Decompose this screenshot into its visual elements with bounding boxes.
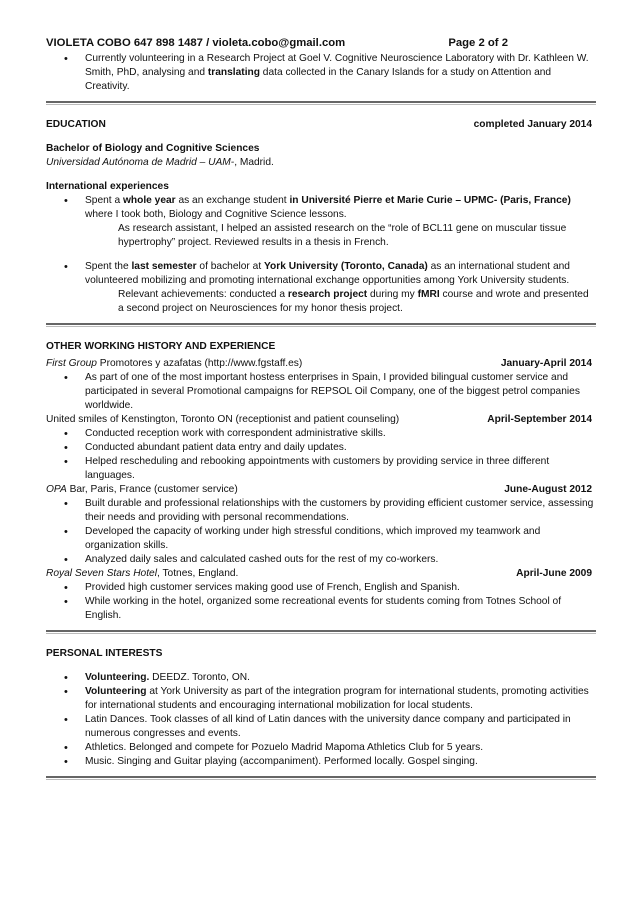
page-header: [46, 36, 596, 50]
list-item: • Built durable and professional relationships with the customers by providing efficient customer service, assessing their needs and providing with personal recommendations.: [46, 497, 596, 525]
education-header: [46, 118, 596, 132]
list-item: • Provided high customer services making good use of French, English and Spanish.: [46, 581, 596, 595]
bold-text: Volunteering.: [85, 672, 150, 683]
list-item: • Developed the capacity of working under high stressful conditions, which improved my teamwork and organization skills.: [46, 525, 596, 553]
intl-list: [46, 194, 596, 222]
employer-name: OPA: [46, 484, 67, 495]
list-item: [46, 685, 596, 713]
interest-text: Music. Singing and Guitar playing (accompaniment). Performed locally. Gospel singing.: [85, 756, 478, 767]
education-date: completed January 2014: [473, 119, 592, 130]
job-bullets: [46, 497, 596, 567]
job-bullets: [46, 427, 596, 483]
job-header: [46, 413, 596, 427]
degree: Bachelor of Biology and Cognitive Sciences: [46, 143, 260, 154]
section-divider: [46, 776, 596, 780]
employer-name: Royal Seven Stars Hotel: [46, 568, 157, 579]
list-item: [46, 755, 596, 769]
intl-experiences-title: International experiences: [46, 181, 169, 192]
list-item: • Analyzed daily sales and calculated cashed outs for the rest of my co-workers.: [46, 553, 596, 567]
job-title: [46, 567, 238, 581]
list-item: • Conducted abundant patient data entry and daily updates.: [46, 441, 596, 455]
interest-text: Latin Dances. Took classes of all kind of Latin dances with the university dance company and participated in numerous congresses and events.: [85, 714, 571, 739]
job-date: June-August 2012: [504, 484, 592, 495]
list-item: • Currently volunteering in a Research Project at Goel V. Cognitive Neuroscience Laboratory with Dr. Kathleen W. Smith, PhD, analysing and translating data collected in the Canary Islands for a study on Attention and Creativity.: [46, 52, 596, 94]
section-divider: [46, 101, 596, 105]
top-bullet-list: [46, 52, 596, 94]
section-divider: [46, 323, 596, 327]
bold-text: translating: [207, 67, 260, 78]
list-item: [46, 741, 596, 755]
job-header: [46, 567, 596, 581]
contact-line: VIOLETA COBO 647 898 1487 / violeta.cobo@gmail.com: [46, 37, 346, 49]
list-item: [46, 671, 596, 685]
interests-list: [46, 671, 596, 769]
job-title: [46, 413, 399, 427]
section-title-work: OTHER WORKING HISTORY AND EXPERIENCE: [46, 341, 276, 352]
intl-list-2: [46, 260, 596, 288]
list-item: • Spent the last semester of bachelor at York University (Toronto, Canada) as an international student and volunteered mobilizing and promoting international exchange opportunities among York University students.: [46, 260, 596, 288]
bold-text: Volunteering: [85, 686, 147, 697]
interest-text: Athletics. Belonged and compete for Pozuelo Madrid Mapoma Athletics Club for 5 years.: [85, 742, 484, 753]
job-title: [46, 357, 302, 371]
section-divider: [46, 630, 596, 634]
school: Universidad Autónoma de Madrid – UAM-, Madrid.: [46, 157, 274, 168]
section-title-education: EDUCATION: [46, 119, 106, 130]
job-detail: , Totnes, England.: [156, 568, 239, 579]
page-number: Page 2 of 2: [448, 37, 508, 49]
list-item: • Conducted reception work with correspondent administrative skills.: [46, 427, 596, 441]
job-bullets: [46, 581, 596, 623]
job-date: April-June 2009: [516, 568, 592, 579]
job-date: January-April 2014: [500, 358, 592, 369]
job-header: [46, 357, 596, 371]
job-detail: United smiles of Kenstington, Toronto ON (receptionist and patient counseling): [46, 414, 400, 425]
list-item: • As part of one of the most important hostess enterprises in Spain, I provided bilingual customer service and participated in several Promotional campaigns for REPSOL Oil Company, one of the biggest petrol companies worldwide.: [46, 371, 596, 413]
sub-paragraph: As research assistant, I helped an assisted research on the “role of BCL11 gene on muscular tissue hypertrophy” project. Reviewed results in a thesis in French.: [118, 223, 567, 248]
resume-page: [46, 36, 596, 793]
list-item: • While working in the hotel, organized some recreational events for students coming from Totnes School of English.: [46, 595, 596, 623]
interest-text: DEEDZ. Toronto, ON.: [149, 672, 250, 683]
job-detail: Bar, Paris, France (customer service): [66, 484, 238, 495]
job-date: April-September 2014: [487, 414, 592, 425]
employer-name: First Group: [46, 358, 97, 369]
sub-paragraph: Relevant achievements: conducted a research project during my fMRI course and wrote and presented a second project on Neurosciences for my honor thesis project.: [118, 289, 589, 314]
jobs-list: [46, 357, 596, 623]
section-title-interests: PERSONAL INTERESTS: [46, 648, 163, 659]
job-header: [46, 483, 596, 497]
interest-text: at York University as part of the integration program for international students, promoting activities for international students and encouraging international mobilization for local students.: [85, 686, 589, 711]
list-item: • Helped rescheduling and rebooking appointments with customers by providing service in three different languages.: [46, 455, 596, 483]
job-bullets: [46, 371, 596, 413]
job-detail: Promotores y azafatas (http://www.fgstaff.es): [96, 358, 303, 369]
list-item: • Spent a whole year as an exchange student in Université Pierre et Marie Curie – UPMC- (Paris, France) where I took both, Biology and Cognitive Science lessons.: [46, 194, 596, 222]
job-title: [46, 483, 238, 497]
list-item: [46, 713, 596, 741]
